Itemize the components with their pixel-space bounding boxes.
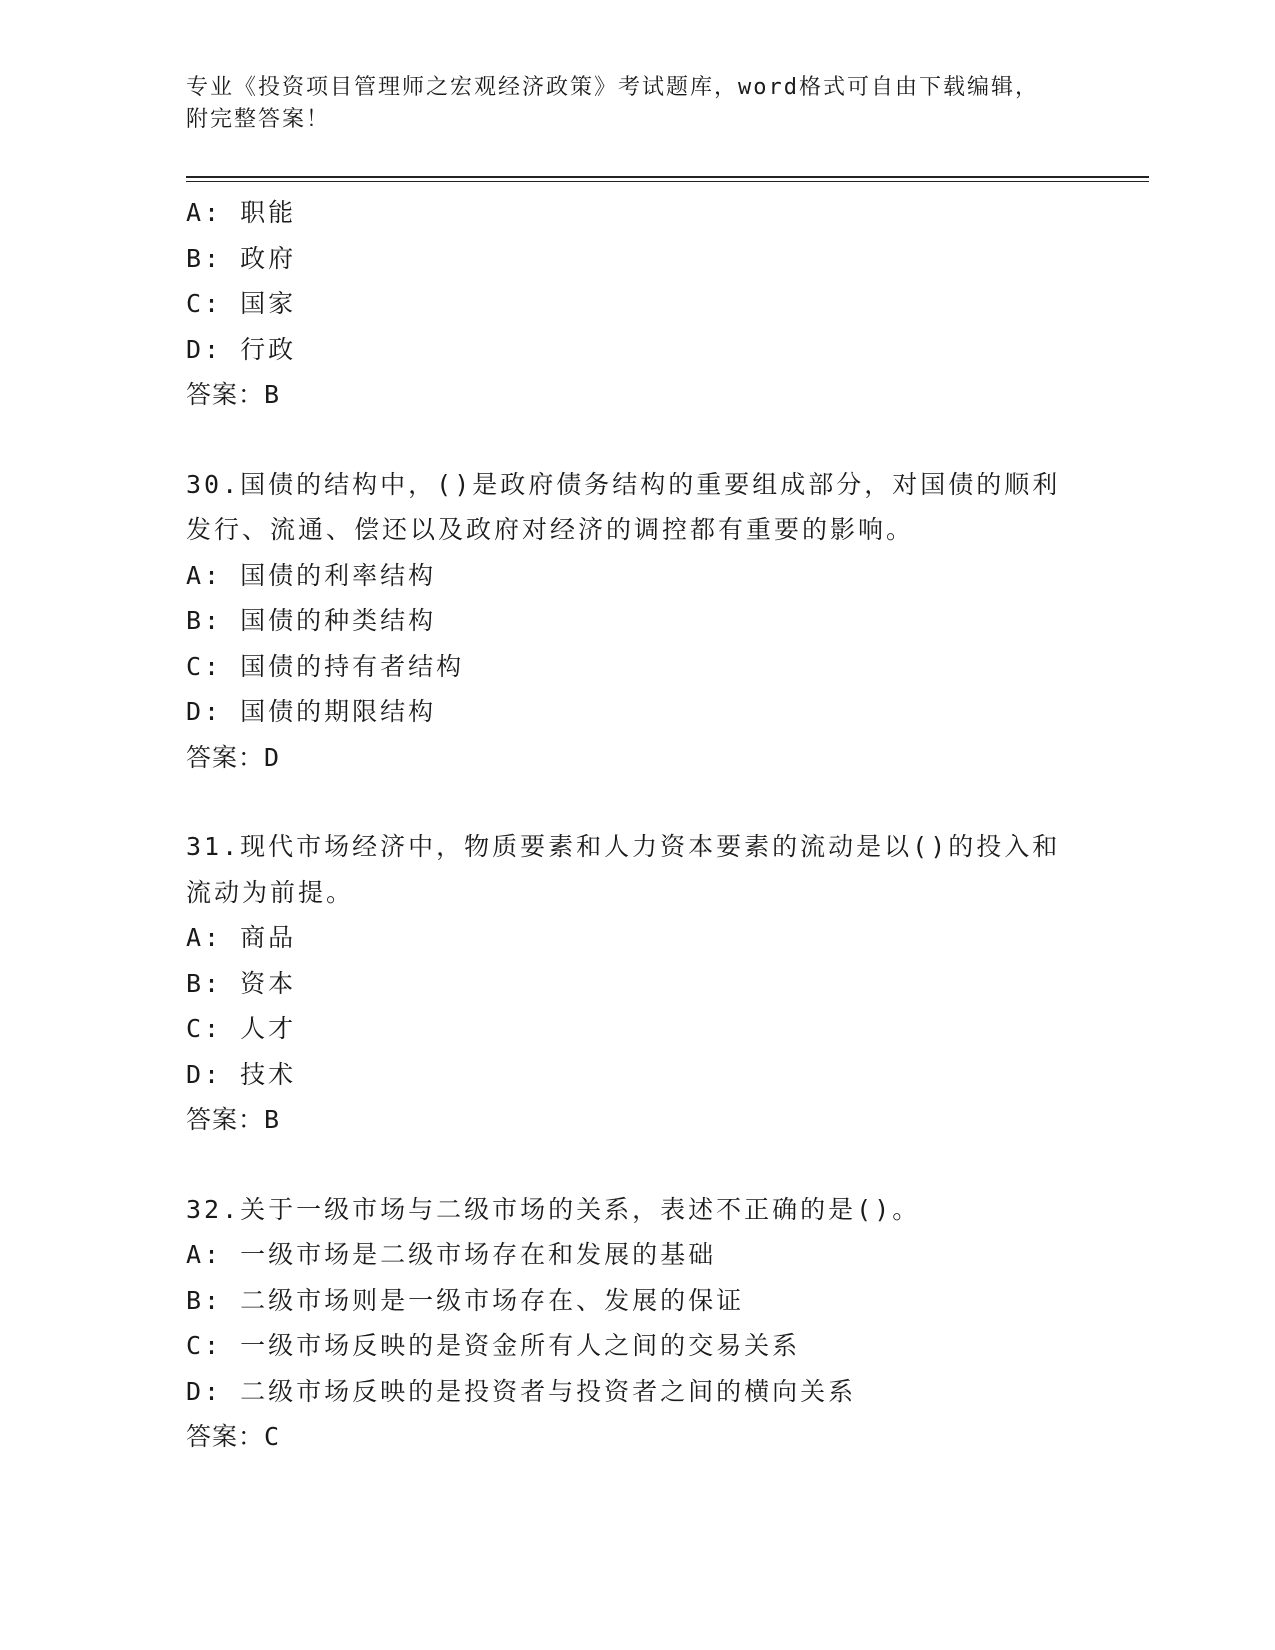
- option-b: B: 二级市场则是一级市场存在、发展的保证: [186, 1285, 745, 1315]
- answer: 答案：C: [186, 1422, 281, 1451]
- option-b: B: 资本: [186, 968, 297, 998]
- question-stem-line-1: 30.国债的结构中，()是政府债务结构的重要组成部分，对国债的顺利: [186, 469, 1061, 499]
- question-stem-line-1: 32.关于一级市场与二级市场的关系，表述不正确的是()。: [186, 1194, 921, 1224]
- header-line-2: 附完整答案！: [186, 107, 331, 132]
- option-a: A: 商品: [186, 923, 297, 952]
- option-b: B: 国债的种类结构: [186, 606, 437, 635]
- question-32: [186, 1187, 1149, 1460]
- option-c: C: 国家: [186, 289, 297, 318]
- header-divider-thin: [186, 181, 1149, 182]
- answer: 答案：B: [186, 1105, 281, 1134]
- option-d: D: 技术: [186, 1059, 297, 1089]
- option-a: A: 一级市场是二级市场存在和发展的基础: [186, 1240, 717, 1269]
- question-stem-line-2: 流动为前提。: [186, 877, 355, 907]
- question-stem-line-1: 31.现代市场经济中，物质要素和人力资本要素的流动是以()的投入和: [186, 832, 1061, 861]
- option-a: A: 职能: [186, 198, 297, 227]
- answer: 答案：D: [186, 742, 281, 772]
- question-list: [186, 190, 1149, 1460]
- option-d: D: 国债的期限结构: [186, 697, 437, 726]
- header-divider-thick: [186, 176, 1149, 178]
- document-header: [186, 72, 1086, 136]
- option-c: C: 人才: [186, 1014, 297, 1043]
- option-b: B: 政府: [186, 243, 297, 273]
- question-30: [186, 462, 1149, 781]
- option-c: C: 一级市场反映的是资金所有人之间的交易关系: [186, 1331, 801, 1360]
- question-stem-line-2: 发行、流通、偿还以及政府对经济的调控都有重要的影响。: [186, 515, 915, 544]
- header-line-1: 专业《投资项目管理师之宏观经济政策》考试题库，word格式可自由下载编辑，: [186, 75, 1039, 100]
- question-31: [186, 824, 1149, 1143]
- option-d: D: 二级市场反映的是投资者与投资者之间的横向关系: [186, 1376, 857, 1406]
- option-a: A: 国债的利率结构: [186, 560, 437, 590]
- answer: 答案：B: [186, 380, 281, 409]
- option-c: C: 国债的持有者结构: [186, 651, 465, 681]
- question-29: [186, 190, 1149, 418]
- option-d: D: 行政: [186, 334, 297, 364]
